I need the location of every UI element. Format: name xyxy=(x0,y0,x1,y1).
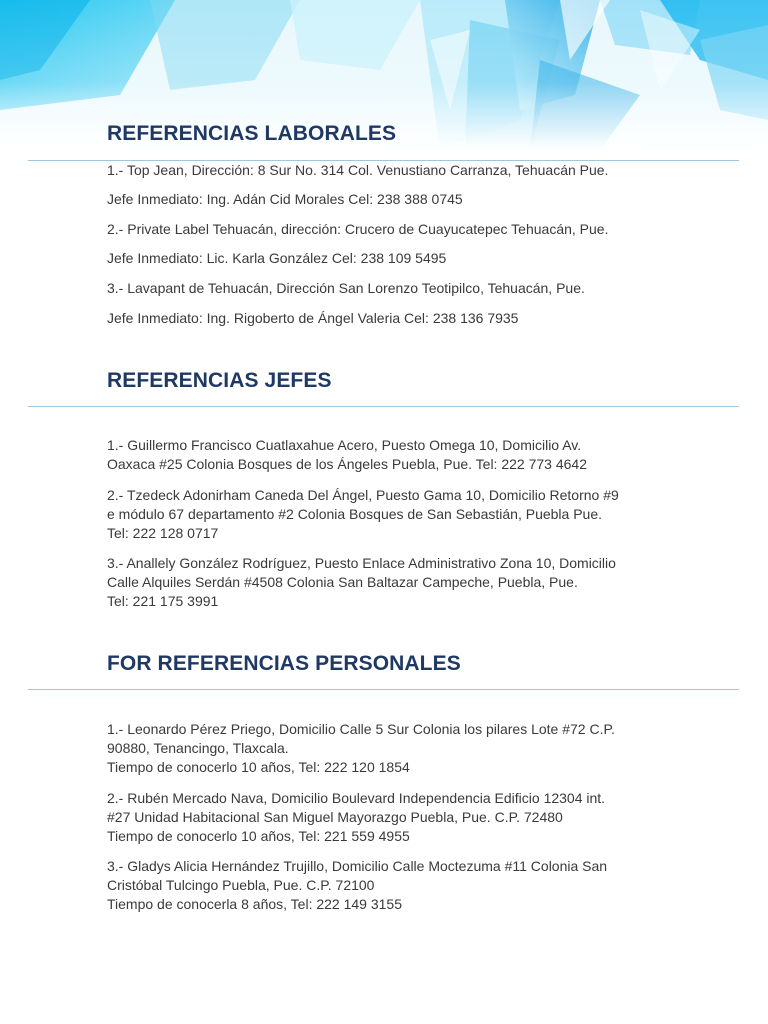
laborales-line-6: Jefe Inmediato: Ing. Rigoberto de Ángel Valeria Cel: 238 136 7935 xyxy=(107,310,519,326)
jefes-entry-3-line-2: Calle Alquiles Serdán #4508 Colonia San Baltazar Campeche, Puebla, Pue. xyxy=(107,574,578,590)
jefes-entry-1-line-1: 1.- Guillermo Francisco Cuatlaxahue Acero, Puesto Omega 10, Domicilio Av. xyxy=(107,437,582,453)
personales-entry-3-line-1: 3.- Gladys Alicia Hernández Trujillo, Domicilio Calle Moctezuma #11 Colonia San xyxy=(107,858,608,874)
divider-jefes xyxy=(28,406,739,407)
personales-entry-3-line-3: Tiempo de conocerla 8 años, Tel: 222 149 3155 xyxy=(107,896,402,912)
section-title-personales: FOR REFERENCIAS PERSONALES xyxy=(107,652,461,675)
personales-entry-1-line-3: Tiempo de conocerlo 10 años, Tel: 222 120 1854 xyxy=(107,759,410,775)
jefes-entry-1 xyxy=(107,436,707,474)
personales-entry-2-line-2: #27 Unidad Habitacional San Miguel Mayorazgo Puebla, Pue. C.P. 72480 xyxy=(107,809,563,825)
jefes-entry-3 xyxy=(107,554,707,611)
divider-personales xyxy=(28,689,739,690)
jefes-entry-2-line-2: e módulo 67 departamento #2 Colonia Bosques de San Sebastián, Puebla Pue. xyxy=(107,506,603,522)
jefes-entry-2-line-1: 2.- Tzedeck Adonirham Caneda Del Ángel, Puesto Gama 10, Domicilio Retorno #9 xyxy=(107,487,619,503)
personales-entry-2 xyxy=(107,789,707,846)
jefes-entry-2-line-3: Tel: 222 128 0717 xyxy=(107,525,219,541)
laborales-line-5: 3.- Lavapant de Tehuacán, Dirección San Lorenzo Teotipilco, Tehuacán, Pue. xyxy=(107,280,585,296)
personales-entry-2-line-3: Tiempo de conocerlo 10 años, Tel: 221 559 4955 xyxy=(107,828,410,844)
laborales-line-4: Jefe Inmediato: Lic. Karla González Cel: 238 109 5495 xyxy=(107,250,447,266)
personales-entry-3-line-2: Cristóbal Tulcingo Puebla, Pue. C.P. 72100 xyxy=(107,877,375,893)
personales-entry-3 xyxy=(107,857,707,914)
section-title-jefes: REFERENCIAS JEFES xyxy=(107,369,332,392)
personales-entry-1 xyxy=(107,720,707,777)
jefes-entry-3-line-1: 3.- Anallely González Rodríguez, Puesto Enlace Administrativo Zona 10, Domicilio xyxy=(107,555,616,571)
personales-entry-1-line-2: 90880, Tenancingo, Tlaxcala. xyxy=(107,740,289,756)
laborales-line-2: Jefe Inmediato: Ing. Adán Cid Morales Cel: 238 388 0745 xyxy=(107,191,463,207)
jefes-entry-3-line-3: Tel: 221 175 3991 xyxy=(107,593,219,609)
jefes-entry-1-line-2: Oaxaca #25 Colonia Bosques de los Ángeles Puebla, Pue. Tel: 222 773 4642 xyxy=(107,456,587,472)
personales-entry-1-line-1: 1.- Leonardo Pérez Priego, Domicilio Calle 5 Sur Colonia los pilares Lote #72 C.P. xyxy=(107,721,615,737)
laborales-line-3: 2.- Private Label Tehuacán, dirección: Crucero de Cuayucatepec Tehuacán, Pue. xyxy=(107,221,609,237)
section-title-laborales: REFERENCIAS LABORALES xyxy=(107,122,397,145)
personales-entry-2-line-1: 2.- Rubén Mercado Nava, Domicilio Boulevard Independencia Edificio 12304 int. xyxy=(107,790,606,806)
jefes-entry-2 xyxy=(107,486,707,543)
laborales-line-1: 1.- Top Jean, Dirección: 8 Sur No. 314 Col. Venustiano Carranza, Tehuacán Pue. xyxy=(107,162,609,178)
